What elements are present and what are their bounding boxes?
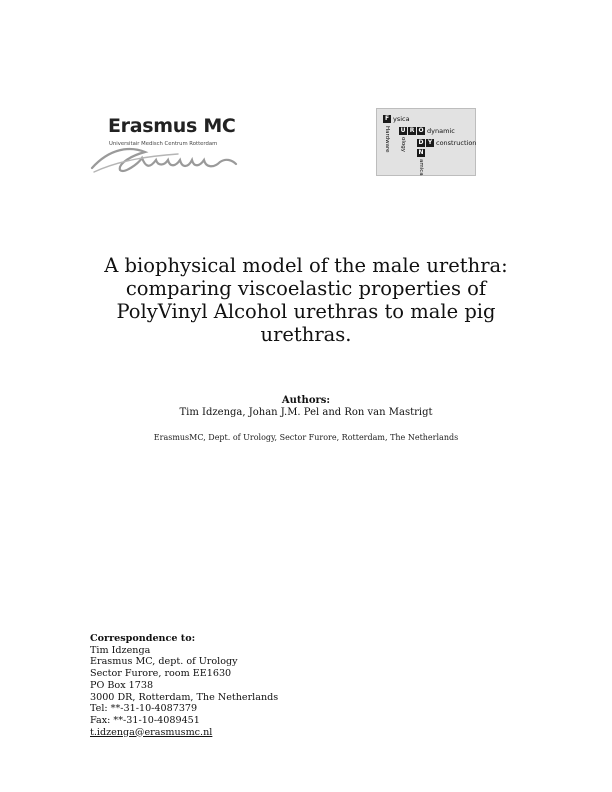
correspondence-line: Fax: **-31-10-4089451 <box>90 714 200 726</box>
urodynamics-logo <box>376 108 476 176</box>
title-line: urethras. <box>260 323 352 346</box>
logo-box-y: Y <box>427 139 433 146</box>
correspondence-line: Erasmus MC, dept. of Urology <box>90 656 238 668</box>
authors-heading: Authors: <box>281 395 331 406</box>
correspondence-block <box>90 633 278 738</box>
erasmus-mc-logo <box>90 112 250 174</box>
correspondence-line: Sector Furore, room EE1630 <box>90 668 232 680</box>
erasmus-brand-text: Erasmus MC <box>108 115 236 137</box>
affiliation: ErasmusMC, Dept. of Urology, Sector Furore, Rotterdam, The Netherlands <box>153 433 459 442</box>
authors-list: Tim Idzenga, Johan J.M. Pel and Ron van Mastrigt <box>179 407 433 418</box>
correspondence-heading: Correspondence to: <box>90 633 196 644</box>
logo-box-d: D <box>418 139 424 146</box>
email-link[interactable]: t.idzenga@erasmusmc.nl <box>90 726 213 738</box>
paper-title <box>60 254 552 346</box>
logo-box-n: N <box>418 149 424 156</box>
title-line: A biophysical model of the male urethra: <box>104 254 508 277</box>
title-line: PolyVinyl Alcohol urethras to male pig <box>116 300 496 323</box>
logo-box-r: R <box>409 127 415 134</box>
logo-word-ysica: ysica <box>393 115 410 123</box>
logo-vertical-word-2: ology <box>400 137 406 153</box>
correspondence-line: Tel: **-31-10-4087379 <box>90 703 198 715</box>
correspondence-line: 3000 DR, Rotterdam, The Netherlands <box>90 691 279 703</box>
logo-word-dynamic: dynamic <box>427 127 455 135</box>
logo-box-u: U <box>400 127 406 134</box>
logo-vertical-word-3: amica <box>418 159 424 176</box>
title-line: comparing viscoelastic properties of <box>125 277 487 300</box>
logo-box-o: O <box>418 127 424 134</box>
correspondence-line: Tim Idzenga <box>90 644 151 656</box>
correspondence-line: PO Box 1738 <box>90 679 154 691</box>
logo-box-f: F <box>384 115 390 122</box>
erasmus-subtitle: Universitair Medisch Centrum Rotterdam <box>109 141 218 147</box>
logo-word-construction: construction <box>436 139 477 147</box>
erasmus-signature-icon <box>90 138 240 178</box>
logo-vertical-word-1: Hardware <box>384 126 390 153</box>
